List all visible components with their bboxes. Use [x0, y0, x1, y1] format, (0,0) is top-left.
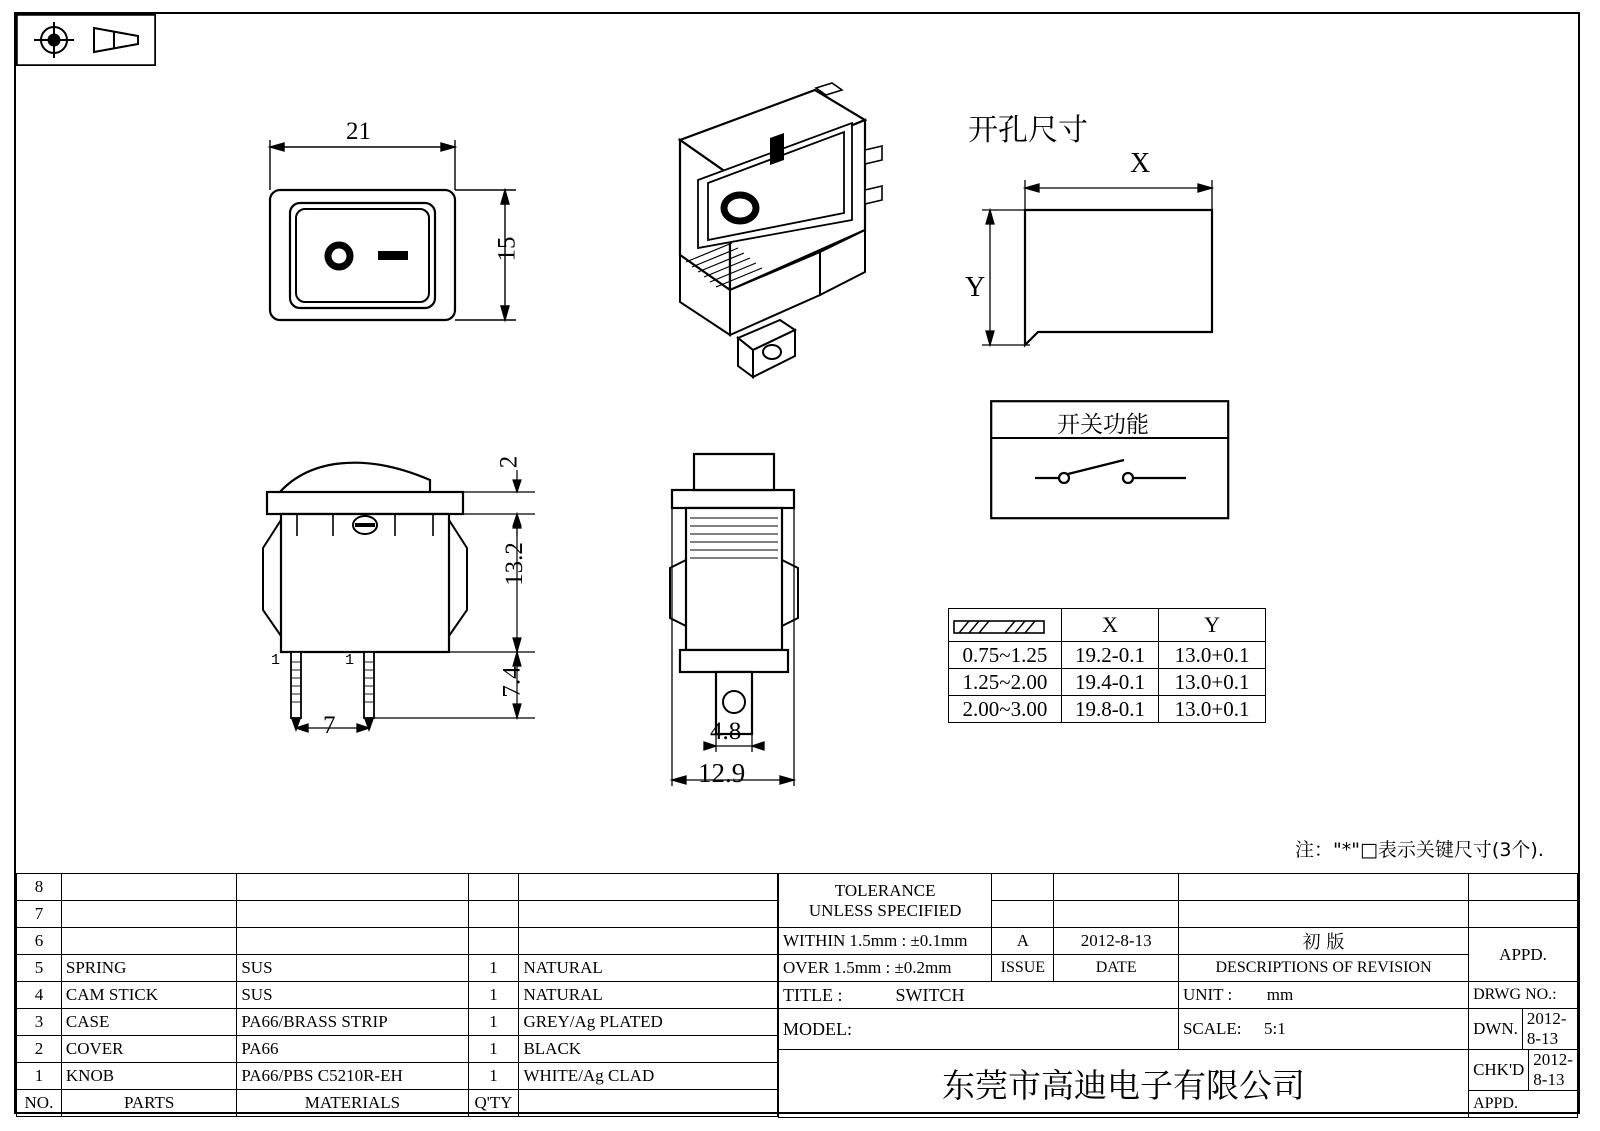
- issue-value: A: [992, 928, 1054, 955]
- parts-table-header-row: [17, 1090, 778, 1117]
- parts-row5-finish: NATURAL: [519, 955, 778, 982]
- tolerance-within: WITHIN 1.5mm : ±0.1mm: [779, 928, 992, 955]
- parts-row5-parts: SPRING: [61, 955, 236, 982]
- parts-row3-finish: GREY/Ag PLATED: [519, 1009, 778, 1036]
- table-row: [17, 955, 778, 982]
- table-row: [949, 669, 1266, 696]
- drwg-no-label: DRWG NO.:: [1469, 982, 1578, 1009]
- cutout-row1-y: 13.0+0.1: [1159, 642, 1266, 669]
- dim-side-thickness: 2: [495, 455, 523, 469]
- title-block-row-3: [779, 928, 1578, 955]
- parts-row5-qty: 1: [468, 955, 519, 982]
- parts-row7-materials: [237, 901, 468, 928]
- parts-col-finish: [519, 1090, 778, 1117]
- cutout-table: [948, 608, 1266, 723]
- parts-row3-no: 3: [17, 1009, 62, 1036]
- dwn-label: DWN.: [1469, 1009, 1522, 1049]
- parts-row3-parts: CASE: [61, 1009, 236, 1036]
- unit-value: mm: [1266, 985, 1294, 1004]
- parts-row6-materials: [237, 928, 468, 955]
- parts-row2-parts: COVER: [61, 1036, 236, 1063]
- title-block-row-5: [779, 982, 1578, 1009]
- table-row: [17, 1036, 778, 1063]
- cutout-x-label: X: [1130, 148, 1151, 179]
- company-name: 东莞市高迪电子有限公司: [779, 1050, 1469, 1118]
- cutout-row1-x: 19.2-0.1: [1061, 642, 1158, 669]
- function-title: 开关功能: [1057, 412, 1149, 438]
- dim-side-pin: 7.4: [498, 666, 526, 698]
- view-side: [245, 440, 575, 770]
- parts-row2-qty: 1: [468, 1036, 519, 1063]
- parts-row8-materials: [237, 874, 468, 901]
- cutout-table-col-x: X: [1061, 609, 1158, 642]
- parts-row5-no: 5: [17, 955, 62, 982]
- cutout-row1-thickness: 0.75~1.25: [949, 642, 1062, 669]
- view-front: [250, 118, 560, 360]
- title-block-row-4: [779, 955, 1578, 982]
- revision-description-value: 初 版: [1178, 928, 1468, 955]
- table-row: [17, 982, 778, 1009]
- parts-row2-finish: BLACK: [519, 1036, 778, 1063]
- dim-side-body: 13.2: [500, 542, 528, 586]
- dim-front-height: 15: [493, 236, 521, 262]
- table-row: [949, 696, 1266, 723]
- dim-pin-pitch: 7: [323, 712, 336, 739]
- parts-row6-finish: [519, 928, 778, 955]
- table-row: [17, 928, 778, 955]
- rev-blank-desc-2: [1178, 901, 1468, 928]
- tolerance-title-2: UNLESS SPECIFIED: [808, 900, 962, 920]
- parts-row8-finish: [519, 874, 778, 901]
- table-row: [17, 1063, 778, 1090]
- view-isometric: [620, 80, 910, 390]
- revision-description-label: DESCRIPTIONS OF REVISION: [1178, 955, 1468, 982]
- parts-row4-qty: 1: [468, 982, 519, 1009]
- parts-row1-qty: 1: [468, 1063, 519, 1090]
- parts-row7-no: 7: [17, 901, 62, 928]
- parts-row6-qty: [468, 928, 519, 955]
- cutout-row3-y: 13.0+0.1: [1159, 696, 1266, 723]
- parts-col-parts: PARTS: [61, 1090, 236, 1117]
- title-block-row-1: [779, 874, 1578, 901]
- title-block-row-7: [779, 1050, 1578, 1091]
- parts-row1-materials: PA66/PBS C5210R-EH: [237, 1063, 468, 1090]
- issue-label: ISSUE: [992, 955, 1054, 982]
- parts-row8-parts: [61, 874, 236, 901]
- table-row: [949, 642, 1266, 669]
- parts-col-materials: MATERIALS: [237, 1090, 468, 1117]
- table-row: [17, 874, 778, 901]
- view-end: [650, 440, 880, 800]
- parts-row6-no: 6: [17, 928, 62, 955]
- parts-row4-no: 4: [17, 982, 62, 1009]
- table-row: [17, 901, 778, 928]
- rev-blank-appd-1: [1469, 874, 1578, 901]
- parts-col-qty: Q'TY: [468, 1090, 519, 1117]
- chkd-date: 2012-8-13: [1533, 1050, 1573, 1089]
- model-label: MODEL:: [783, 1018, 852, 1039]
- dim-end-width: 4.8: [710, 718, 742, 745]
- cutout-table-header-row: [949, 609, 1266, 642]
- cutout-row2-thickness: 1.25~2.00: [949, 669, 1062, 696]
- parts-table: [16, 873, 778, 1117]
- pin-mark-2: 1: [345, 652, 355, 669]
- title-value: SWITCH: [895, 984, 965, 1005]
- dim-end-total: 12.9: [698, 758, 746, 788]
- parts-row6-parts: [61, 928, 236, 955]
- unit-label: UNIT :: [1182, 985, 1233, 1004]
- cutout-row3-x: 19.8-0.1: [1061, 696, 1158, 723]
- rev-blank-issue-2: [992, 901, 1054, 928]
- cutout-diagram: [950, 160, 1280, 380]
- appd-label: APPD.: [1469, 1091, 1578, 1118]
- parts-row7-parts: [61, 901, 236, 928]
- cutout-table-col-y: Y: [1159, 609, 1266, 642]
- parts-row4-parts: CAM STICK: [61, 982, 236, 1009]
- table-row: [17, 1009, 778, 1036]
- chkd-label: CHK'D: [1469, 1050, 1529, 1090]
- cutout-row2-y: 13.0+0.1: [1159, 669, 1266, 696]
- tolerance-over: OVER 1.5mm : ±0.2mm: [779, 955, 992, 982]
- revision-appd-label: APPD.: [1469, 928, 1578, 982]
- dim-front-width: 21: [346, 118, 371, 145]
- parts-row5-materials: SUS: [237, 955, 468, 982]
- parts-row2-no: 2: [17, 1036, 62, 1063]
- parts-row4-finish: NATURAL: [519, 982, 778, 1009]
- cutout-row3-thickness: 2.00~3.00: [949, 696, 1062, 723]
- scale-value: 5:1: [1264, 1019, 1286, 1038]
- parts-row1-parts: KNOB: [61, 1063, 236, 1090]
- projection-symbol-right-icon: [94, 28, 138, 52]
- projection-symbol-box: [16, 14, 156, 66]
- title-block-row-6: [779, 1009, 1578, 1050]
- title-block: [778, 873, 1578, 1118]
- rev-blank-desc-1: [1178, 874, 1468, 901]
- rev-blank-issue-1: [992, 874, 1054, 901]
- cutout-y-label: Y: [965, 272, 986, 303]
- projection-symbol-left-icon: [34, 22, 74, 58]
- parts-col-no: NO.: [17, 1090, 62, 1117]
- rev-blank-appd-2: [1469, 901, 1578, 928]
- parts-row3-qty: 1: [468, 1009, 519, 1036]
- date-label: DATE: [1054, 955, 1179, 982]
- parts-row2-materials: PA66: [237, 1036, 468, 1063]
- parts-row7-qty: [468, 901, 519, 928]
- pin-mark-1: 1: [271, 652, 281, 669]
- key-dimension-note: 注："*"□表示关键尺寸(3个).: [1295, 839, 1544, 861]
- issue-date-value: 2012-8-13: [1054, 928, 1179, 955]
- rev-blank-date-2: [1054, 901, 1179, 928]
- panel-thickness-icon: [949, 609, 1062, 642]
- parts-row1-finish: WHITE/Ag CLAD: [519, 1063, 778, 1090]
- parts-row1-no: 1: [17, 1063, 62, 1090]
- rev-blank-date-1: [1054, 874, 1179, 901]
- parts-row8-qty: [468, 874, 519, 901]
- title-label: TITLE :: [783, 984, 843, 1005]
- dwn-date: 2012-8-13: [1526, 1009, 1567, 1048]
- parts-row3-materials: PA66/BRASS STRIP: [237, 1009, 468, 1036]
- parts-row4-materials: SUS: [237, 982, 468, 1009]
- tolerance-title-1: TOLERANCE: [834, 880, 936, 900]
- parts-row8-no: 8: [17, 874, 62, 901]
- cutout-row2-x: 19.4-0.1: [1061, 669, 1158, 696]
- parts-row7-finish: [519, 901, 778, 928]
- scale-label: SCALE:: [1182, 1019, 1242, 1038]
- cutout-title: 开孔尺寸: [968, 113, 1088, 148]
